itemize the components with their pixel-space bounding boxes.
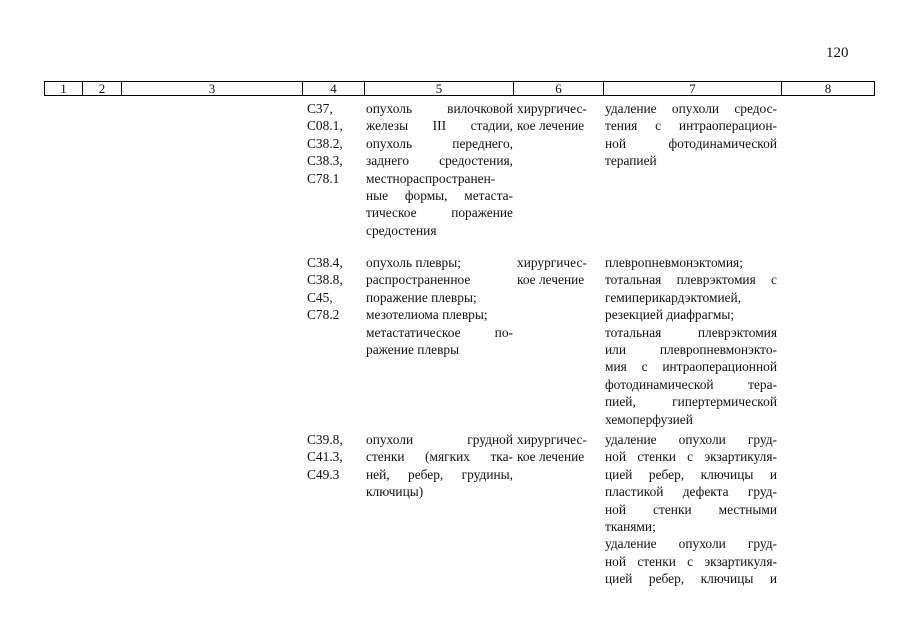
cell-line: удаление опухоли груд-: [605, 536, 777, 552]
diagnosis-cell: [366, 254, 513, 358]
cell-line: местнораспространен-: [366, 170, 496, 186]
cell-line: тения с интраоперацион-: [605, 118, 777, 134]
cell-line: C78.2: [307, 307, 340, 323]
column-header-6: 6: [514, 82, 604, 95]
cell-line: стенки (мягких тка-: [366, 449, 513, 465]
cell-line: хемоперфузией: [605, 411, 693, 427]
icd-codes-cell: [307, 100, 361, 187]
cell-line: ной стенки местными: [605, 501, 777, 517]
treatment-type-cell: [517, 254, 599, 289]
cell-line: хирургичес-: [517, 432, 587, 447]
diagnosis-cell: [366, 431, 513, 501]
icd-codes-cell: [307, 254, 361, 324]
cell-line: плевропневмонэктомия;: [605, 255, 743, 270]
treatment-type-cell: [517, 431, 599, 466]
cell-line: ней, ребер, грудины,: [366, 466, 513, 482]
cell-line: гемиперикардэктомией,: [605, 289, 742, 305]
treatment-method-cell: [605, 254, 777, 428]
page-number: 120: [826, 45, 849, 61]
cell-line: пластикой дефекта груд-: [605, 484, 777, 500]
cell-line: тическое поражение: [366, 205, 513, 221]
column-header-2: 2: [83, 82, 122, 95]
cell-line: кое лечение: [517, 272, 585, 288]
column-header-1: 1: [45, 82, 83, 95]
cell-line: ражение плевры: [366, 342, 460, 358]
cell-line: поражение плевры;: [366, 289, 477, 305]
cell-line: C78.1: [307, 170, 340, 186]
cell-line: C49.3: [307, 466, 340, 482]
column-header-4: 4: [303, 82, 365, 95]
cell-line: C37,: [307, 101, 333, 116]
cell-line: опухоли грудной: [366, 432, 513, 447]
cell-line: удаление опухоли груд-: [605, 432, 777, 447]
cell-line: тотальная плеврэктомия с: [605, 272, 777, 288]
cell-line: C38.4,: [307, 255, 343, 270]
cell-line: опухоль переднего,: [366, 135, 513, 151]
column-header-row: [44, 81, 875, 96]
cell-line: заднего средостения,: [366, 153, 513, 169]
column-header-7: 7: [604, 82, 782, 95]
treatment-method-cell: [605, 431, 777, 588]
cell-line: железы III стадии,: [366, 118, 513, 134]
cell-line: опухоль вилочковой: [366, 101, 513, 116]
treatment-method-cell: [605, 100, 777, 170]
cell-line: распространенное: [366, 272, 471, 288]
icd-codes-cell: [307, 431, 361, 483]
cell-line: тканями;: [605, 519, 656, 535]
cell-line: тотальная плеврэктомия: [605, 324, 777, 340]
cell-line: ключицы): [366, 484, 424, 500]
cell-line: резекцией диафрагмы;: [605, 307, 735, 323]
cell-line: ной стенки с экзартикуля-: [605, 449, 777, 465]
cell-line: метастатическое по-: [366, 324, 513, 340]
cell-line: кое лечение: [517, 118, 585, 134]
cell-line: C39.8,: [307, 432, 343, 447]
cell-line: C38.2,: [307, 135, 343, 151]
cell-line: мезотелиома плевры;: [366, 307, 488, 323]
treatment-type-cell: [517, 100, 599, 135]
cell-line: хирургичес-: [517, 101, 587, 116]
cell-line: кое лечение: [517, 449, 585, 465]
column-header-8: 8: [824, 81, 832, 96]
cell-line: хирургичес-: [517, 255, 587, 270]
cell-line: фотодинамической тера-: [605, 376, 777, 392]
cell-line: C38.8,: [307, 272, 343, 288]
diagnosis-cell: [366, 100, 513, 239]
cell-line: ной стенки с экзартикуля-: [605, 553, 777, 569]
cell-line: опухоль плевры;: [366, 255, 461, 270]
cell-line: пией, гипертермической: [605, 394, 777, 410]
cell-line: удаление опухоли средос-: [605, 101, 777, 116]
cell-line: C38.3,: [307, 153, 343, 169]
cell-line: C41.3,: [307, 449, 343, 465]
cell-line: средостения: [366, 222, 437, 238]
column-header-5: 5: [365, 82, 514, 95]
column-header-3: 3: [122, 82, 303, 95]
cell-line: или плевропневмонэкто-: [605, 342, 777, 358]
cell-line: C08.1,: [307, 118, 343, 134]
cell-line: ной фотодинамической: [605, 135, 777, 151]
cell-line: C45,: [307, 289, 333, 305]
cell-line: терапией: [605, 153, 657, 169]
cell-line: цией ребер, ключицы и: [605, 571, 777, 587]
cell-line: ные формы, метаста-: [366, 188, 513, 204]
cell-line: цией ребер, ключицы и: [605, 466, 777, 482]
cell-line: мия с интраоперационной: [605, 359, 777, 375]
